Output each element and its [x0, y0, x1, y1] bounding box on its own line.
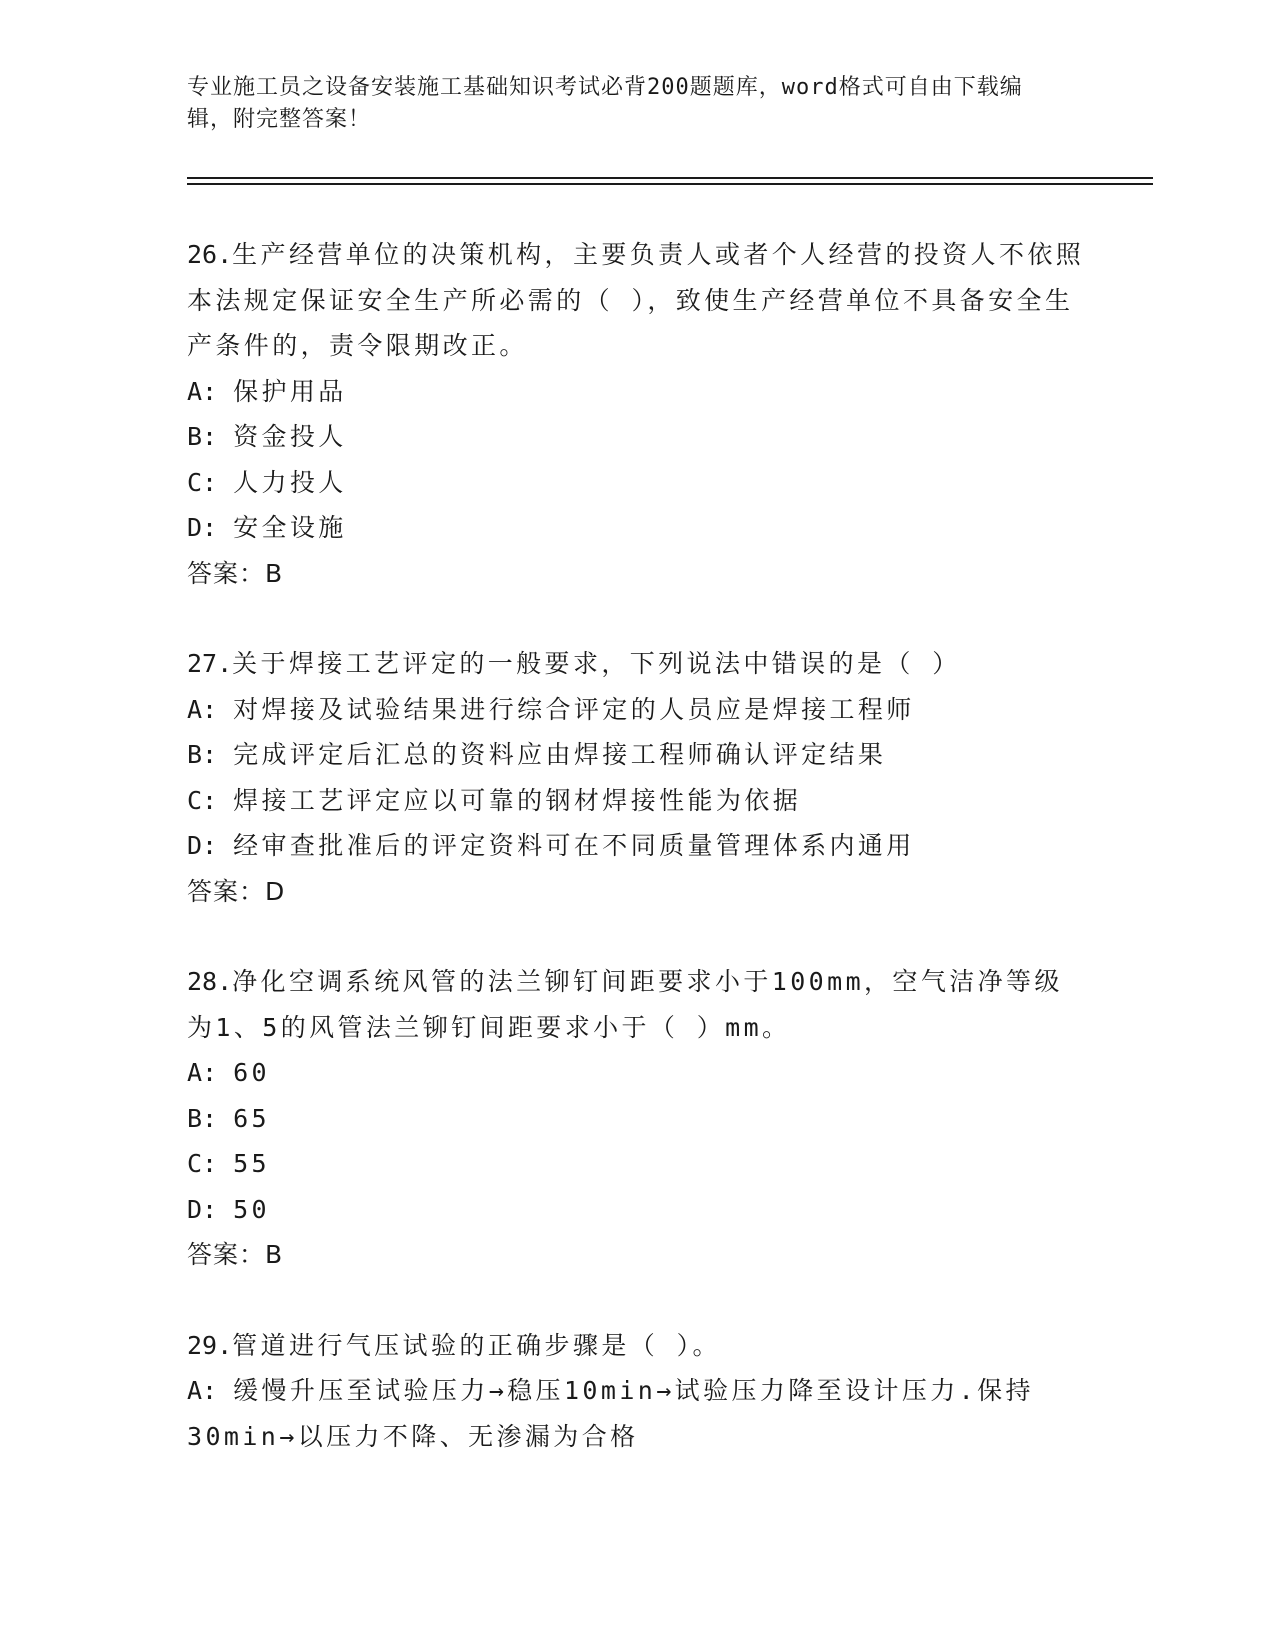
question-number: 28.: [187, 967, 233, 996]
answer-line: 答案：B: [187, 558, 284, 588]
option-key: B:: [187, 422, 218, 451]
option-text: 经审查批准后的评定资料可在不同质量管理体系内通用: [233, 831, 915, 860]
option-key: D:: [187, 1194, 218, 1224]
header-divider-top: [187, 177, 1153, 179]
option-key: A:: [187, 376, 218, 406]
question-number: 27.: [187, 649, 233, 678]
option-a: [187, 687, 1087, 733]
question-text: [187, 232, 1087, 369]
answer-line: 答案：B: [187, 1240, 284, 1269]
question-number: 26.: [187, 240, 233, 269]
option-key: B:: [187, 1103, 218, 1133]
option-a: [187, 1368, 1087, 1459]
option-text: 缓慢升压至试验压力→稳压10min→试验压力降至设计压力.保持30min→以压力不降、无渗漏为合格: [187, 1376, 1034, 1451]
option-text: 65: [233, 1103, 271, 1133]
option-b: [187, 414, 1087, 460]
question-body: 净化空调系统风管的法兰铆钉间距要求小于100mm，空气洁净等级为1、5的风管法兰铆钉间距要求小于（ ）mm。: [187, 967, 1063, 1042]
option-b: [187, 732, 1087, 778]
question-29: [187, 1323, 1087, 1460]
option-d: [187, 823, 1087, 869]
question-27: [187, 641, 1087, 914]
option-text: 焊接工艺评定应以可靠的钢材焊接性能为依据: [233, 785, 802, 815]
option-key: C:: [187, 467, 218, 497]
question-number: 29.: [187, 1330, 233, 1360]
option-text: 对焊接及试验结果进行综合评定的人员应是焊接工程师: [233, 694, 915, 724]
option-b: [187, 1096, 1087, 1142]
option-key: D:: [187, 513, 218, 542]
option-key: B:: [187, 740, 218, 769]
question-text: [187, 959, 1087, 1050]
option-text: 50: [233, 1194, 271, 1224]
question-text: [187, 641, 1087, 687]
question-28: [187, 959, 1087, 1278]
option-key: A:: [187, 1058, 218, 1087]
option-text: 完成评定后汇总的资料应由焊接工程师确认评定结果: [233, 740, 887, 769]
option-text: 55: [233, 1149, 271, 1178]
option-c: [187, 778, 1087, 824]
question-26: [187, 232, 1087, 596]
option-c: [187, 1141, 1087, 1187]
option-key: A:: [187, 694, 218, 724]
option-key: C:: [187, 785, 218, 815]
option-text: 安全设施: [233, 513, 347, 542]
option-a: [187, 369, 1087, 415]
option-text: 资金投人: [233, 422, 347, 451]
question-list: [187, 232, 1087, 1504]
question-body: 关于焊接工艺评定的一般要求，下列说法中错误的是（ ）: [232, 649, 961, 678]
option-key: D:: [187, 831, 218, 860]
option-text: 60: [233, 1058, 271, 1087]
question-body: 管道进行气压试验的正确步骤是（ ）。: [232, 1330, 721, 1360]
header-divider-bottom: [187, 183, 1153, 185]
option-key: C:: [187, 1149, 218, 1178]
question-text: [187, 1323, 1087, 1369]
option-c: [187, 460, 1087, 506]
option-a: [187, 1050, 1087, 1096]
option-text: 保护用品: [233, 376, 347, 406]
option-d: [187, 1187, 1087, 1233]
page-header: 专业施工员之设备安装施工基础知识考试必背200题题库，word格式可自由下载编辑，附完整答案！: [187, 75, 1023, 132]
question-body: 生产经营单位的决策机构，主要负责人或者个人经营的投资人不依照本法规定保证安全生产所必需的（ ），致使生产经营单位不具备安全生产条件的，责令限期改正。: [187, 240, 1085, 360]
option-d: [187, 505, 1087, 551]
answer-line: 答案：D: [187, 876, 286, 906]
option-key: A:: [187, 1376, 218, 1405]
option-text: 人力投人: [233, 467, 347, 497]
